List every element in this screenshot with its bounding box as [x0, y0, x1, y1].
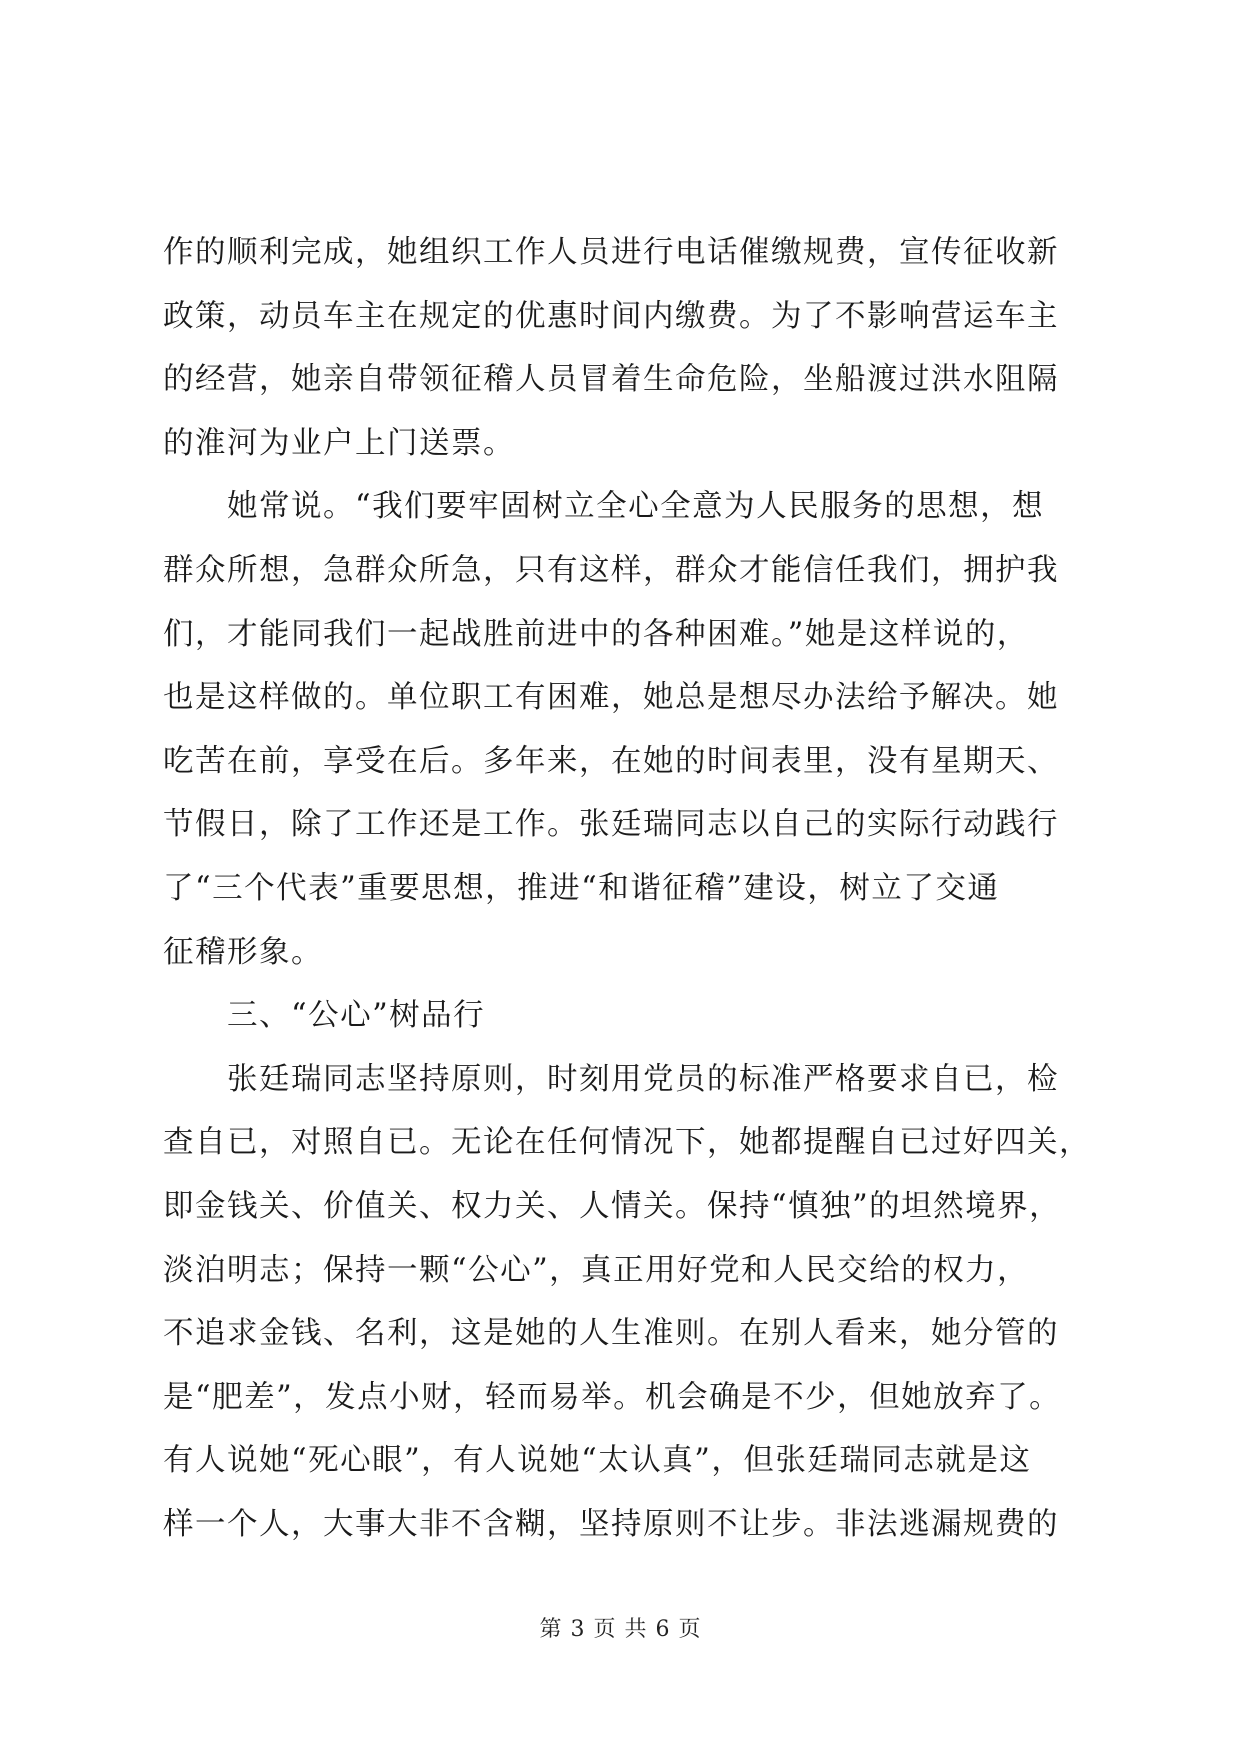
text-line: 是“肥差”，发点小财，轻而易举。机会确是不少，但她放弃了。 [163, 1379, 1062, 1415]
text-line: 作的顺利完成，她组织工作人员进行电话催缴规费，宣传征收新 [163, 235, 1059, 270]
text-line: 们，才能同我们一起战胜前进中的各种困难。”她是这样说的， [163, 616, 1029, 652]
text-line: 三、“公心”树品行 [227, 998, 486, 1034]
text-line: 政策，动员车主在规定的优惠时间内缴费。为了不影响营运车主 [163, 298, 1059, 334]
text-line: 征稽形象。 [163, 934, 323, 970]
text-line: 张廷瑞同志坚持原则，时刻用党员的标准严格要求自已，检 [227, 1061, 1059, 1097]
text-line: 吃苦在前，享受在后。多年来，在她的时间表里，没有星期天、 [163, 743, 1059, 779]
document-body [163, 221, 1093, 1556]
text-line: 节假日，除了工作还是工作。张廷瑞同志以自己的实际行动践行 [163, 807, 1059, 843]
text-line: 样一个人，大事大非不含糊，坚持原则不让步。非法逃漏规费的 [163, 1506, 1059, 1542]
text-line: 也是这样做的。单位职工有困难，她总是想尽办法给予解决。她 [163, 680, 1059, 716]
text-line: 不追求金钱、名利，这是她的人生准则。在别人看来，她分管的 [163, 1316, 1059, 1352]
paragraph-2 [163, 475, 1093, 984]
text-line: 查自已，对照自已。无论在任何情况下，她都提醒自已过好四关， [163, 1125, 1091, 1161]
section-heading [163, 984, 1093, 1048]
text-line: 了“三个代表”重要思想，推进“和谐征稽”建设，树立了交通 [163, 870, 1000, 906]
text-line: 她常说。“我们要牢固树立全心全意为人民服务的思想，想 [227, 489, 1045, 525]
text-line: 有人说她“死心眼”，有人说她“太认真”，但张廷瑞同志就是这 [163, 1443, 1032, 1479]
paragraph-3 [163, 1048, 1093, 1557]
paragraph-1 [163, 221, 1093, 475]
text-line: 的经营，她亲自带领征稽人员冒着生命危险，坐船渡过洪水阻隔 [163, 362, 1059, 398]
text-line: 的淮河为业户上门送票。 [163, 425, 515, 461]
text-line: 群众所想，急群众所急，只有这样，群众才能信任我们，拥护我 [163, 552, 1059, 588]
page-number-footer: 第 3 页 共 6 页 [539, 1617, 702, 1642]
text-line: 即金钱关、价值关、权力关、人情关。保持“慎独”的坦然境界， [163, 1188, 1062, 1224]
text-line: 淡泊明志；保持一颗“公心”，真正用好党和人民交给的权力， [163, 1252, 1030, 1288]
